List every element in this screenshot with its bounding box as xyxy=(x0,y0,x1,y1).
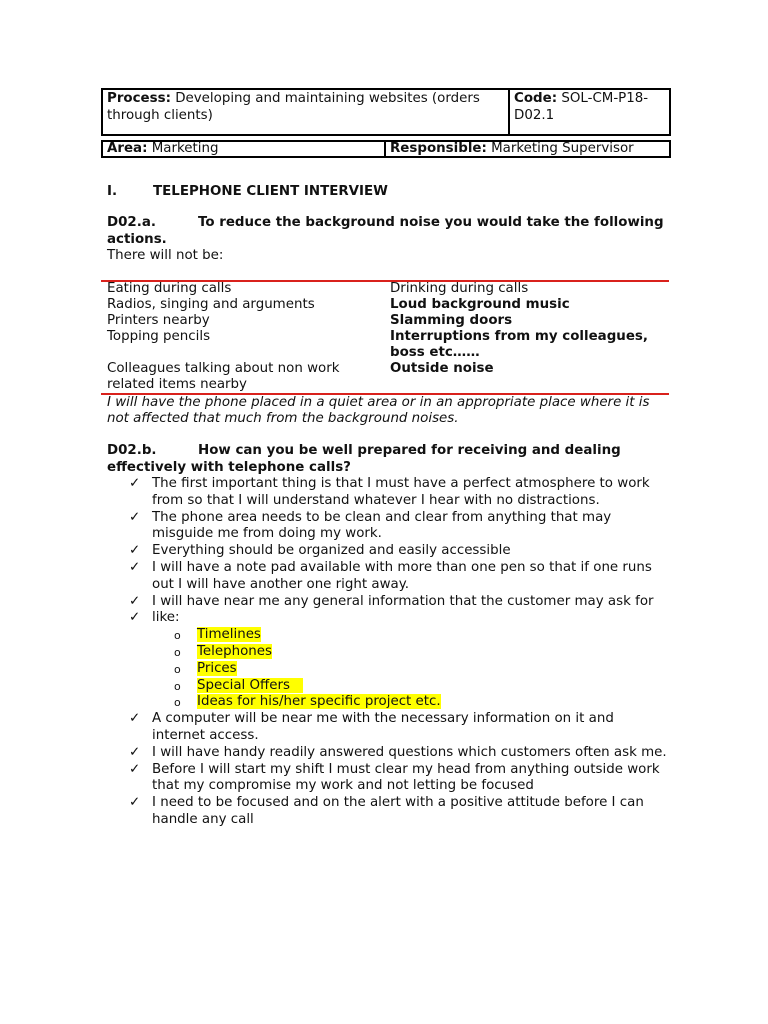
code-label: Code: xyxy=(514,91,558,106)
process-cell xyxy=(102,89,509,135)
sub-item-text: Timelines xyxy=(197,627,261,643)
noise-item: Outside noise xyxy=(390,361,494,376)
sub-item-text: Telephones xyxy=(197,643,272,659)
list-item xyxy=(107,762,667,796)
noise-item: Drinking during calls xyxy=(390,281,529,296)
responsible-label: Responsible: xyxy=(390,141,487,156)
list-item xyxy=(107,795,667,829)
list-item xyxy=(107,560,667,594)
noise-item: Printers nearby xyxy=(107,313,210,328)
list-item xyxy=(107,610,667,711)
list-item-text: A computer will be near me with the necessary information on it and internet access. xyxy=(152,711,614,743)
list-item-text: The first important thing is that I must have a perfect atmosphere to work from so that I will understand whatever I hear with no distractions. xyxy=(152,476,650,508)
sub-list-item xyxy=(107,678,667,695)
check-icon: ✓ xyxy=(129,543,141,559)
sub-list-item xyxy=(107,661,667,678)
question-code: D02.a. xyxy=(107,215,156,230)
question-text: How can you be well prepared for receiving and dealing effectively with telephone calls? xyxy=(107,443,621,475)
sub-item-text: Ideas for his/her specific project etc. xyxy=(197,694,441,710)
responsible-value: Marketing Supervisor xyxy=(491,141,634,156)
header-table xyxy=(101,88,671,158)
list-item-text: I will have handy readily answered questions which customers often ask me. xyxy=(152,744,667,760)
check-icon: ✓ xyxy=(129,610,141,626)
list-item-text: like: xyxy=(152,610,180,626)
check-icon: ✓ xyxy=(129,593,141,609)
list-item xyxy=(107,510,667,544)
question-d02b xyxy=(107,442,667,476)
question-d02a xyxy=(107,214,667,248)
code-cell xyxy=(509,89,670,135)
check-icon: ✓ xyxy=(129,509,141,525)
bullet-icon: o xyxy=(174,679,181,693)
noise-item: Topping pencils xyxy=(107,329,211,344)
code-value: SOL-CM-P18-D02.1 xyxy=(514,91,649,123)
responsible-cell xyxy=(385,141,670,157)
bullet-icon: o xyxy=(174,662,181,676)
question-text: To reduce the background noise you would take the following actions. xyxy=(107,215,664,247)
preparation-checklist xyxy=(107,476,667,829)
list-item-text: The phone area needs to be clean and clear from anything that may misguide me from doing my work. xyxy=(152,509,612,542)
area-cell xyxy=(102,141,385,157)
list-item xyxy=(107,745,667,762)
check-icon: ✓ xyxy=(129,795,141,811)
list-item xyxy=(107,476,667,510)
list-item-text: Before I will start my shift I must clear my head from anything outside work that my compromise my work and not letting be focused xyxy=(152,761,660,794)
area-value: Marketing xyxy=(151,141,219,156)
process-label: Process: xyxy=(107,91,171,106)
check-icon: ✓ xyxy=(129,711,141,727)
bullet-icon: o xyxy=(174,645,181,659)
noise-item: Colleagues talking about non work related items nearby xyxy=(107,361,340,392)
list-item xyxy=(107,594,667,611)
check-icon: ✓ xyxy=(129,761,141,777)
list-item xyxy=(107,711,667,745)
question-code: D02.b. xyxy=(107,443,157,458)
check-icon: ✓ xyxy=(129,559,141,575)
section-title-text: TELEPHONE CLIENT INTERVIEW xyxy=(153,184,388,199)
info-sublist xyxy=(152,627,667,711)
area-label: Area: xyxy=(107,141,148,156)
sub-item-text: Special Offers xyxy=(197,677,303,693)
noise-item: Eating during calls xyxy=(107,281,232,296)
noise-note: I will have the phone placed in a quiet area or in an appropriate place where it is not affected that much from the background noises. xyxy=(107,395,650,426)
section-title xyxy=(107,184,388,199)
list-item-text: I will have near me any general information that the customer may ask for xyxy=(152,593,654,609)
list-item-text: I need to be focused and on the alert with a positive attitude before I can handle any call xyxy=(152,795,644,827)
noise-note-text: I will have the phone placed in a quiet area or in an appropriate place where it is not affected that much from the background noises xyxy=(107,395,650,426)
check-icon: ✓ xyxy=(129,744,141,760)
bullet-icon: o xyxy=(174,629,181,643)
list-item-text: I will have a note pad available with more than one pen so that if one runs out I will have another one right away. xyxy=(152,559,652,592)
sub-item-text: Prices xyxy=(197,660,237,676)
list-item xyxy=(107,543,667,560)
sub-list-item xyxy=(107,644,667,661)
list-item-text: Everything should be organized and easily accessible xyxy=(152,543,511,559)
check-icon: ✓ xyxy=(129,476,141,491)
noise-item: Slamming doors xyxy=(390,313,513,328)
section-number: I. xyxy=(107,184,118,199)
noise-item-spacer xyxy=(107,345,383,361)
noise-item: Radios, singing and arguments xyxy=(107,297,315,312)
noise-right-column xyxy=(390,281,667,377)
noise-left-column xyxy=(107,281,383,393)
process-value: Developing and maintaining websites (orders through clients) xyxy=(107,91,480,123)
sub-list-item xyxy=(107,627,667,644)
noise-item: Loud background music xyxy=(390,297,570,312)
sub-list-item xyxy=(107,694,667,711)
noise-intro: There will not be: xyxy=(107,248,224,263)
bullet-icon: o xyxy=(174,696,181,710)
noise-item: Interruptions from my colleagues, boss etc…… xyxy=(390,329,648,360)
